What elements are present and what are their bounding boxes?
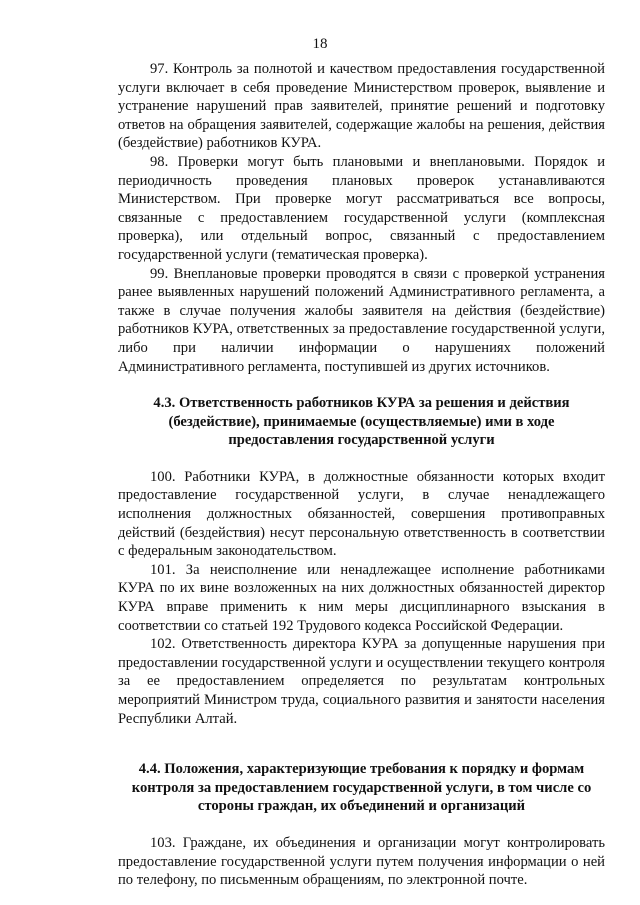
section-heading-4-4: 4.4. Положения, характеризующие требования к порядку и формам контроля за предоставлением государственной услуги, в том числе со стороны граждан, их объединений и организаций	[131, 761, 592, 815]
paragraph-103: 103. Граждане, их объединения и организации могут контролировать предоставление государственной услуги путем получения информации о ней по телефону, по письменным обращениям, по электронной почте.	[118, 834, 605, 889]
section-heading-4-3: 4.3. Ответственность работников КУРА за решения и действия (бездействие), принимаемые (осуществляемые) ими в ходе предоставления государственной услуги	[153, 395, 570, 449]
paragraph-102: 102. Ответственность директора КУРА за допущенные нарушения при предоставлении государственной услуги и осуществлении текущего контроля за ее предоставлением определяется по результатам контрольных мероприятий Министром труда, социального развития и занятости населения Республики Алтай.	[118, 636, 605, 727]
paragraph-99: 99. Внеплановые проверки проводятся в связи с проверкой устранения ранее выявленных нарушений положений Административного регламента, а также в случае получения жалобы заявителя на действия (бездействие) работников КУРА, ответственных за предоставление государственной услуги, либо при наличии информации о нарушениях положений Административного регламента, поступившей из других источников.	[118, 265, 605, 375]
paragraph-101: 101. За неисполнение или ненадлежащее исполнение работниками КУРА по их вине возложенных на них должностных обязанностей директор КУРА вправе применить к ним меры дисциплинарного взыскания в соответствии со статьей 192 Трудового кодекса Российской Федерации.	[118, 561, 605, 634]
paragraph-100: 100. Работники КУРА, в должностные обязанности которых входит предоставление государственной услуги, в случае ненадлежащего исполнения должностных обязанностей, совершения противоправных действий (бездействия) несут персональную ответственность в соответствии с федеральным законодательством.	[118, 468, 605, 560]
paragraph-98: 98. Проверки могут быть плановыми и внеплановыми. Порядок и периодичность проведения плановых проверок устанавливаются Министерством. При проверке могут рассматриваться все вопросы, связанные с предоставлением государственной услуги (комплексная проверка), или отдельный вопрос, связанный с предоставлением государственной услуги (тематическая проверка).	[118, 153, 605, 263]
document-body	[118, 60, 605, 890]
paragraph-97: 97. Контроль за полнотой и качеством предоставления государственной услуги включает в себя проведение Министерством проверок, выявление и устранение нарушений прав заявителей, принятие решений и подготовку ответов на обращения заявителей, содержащие жалобы на решения, действия (бездействие) работников КУРА.	[118, 61, 605, 152]
page-number: 18	[312, 36, 328, 52]
